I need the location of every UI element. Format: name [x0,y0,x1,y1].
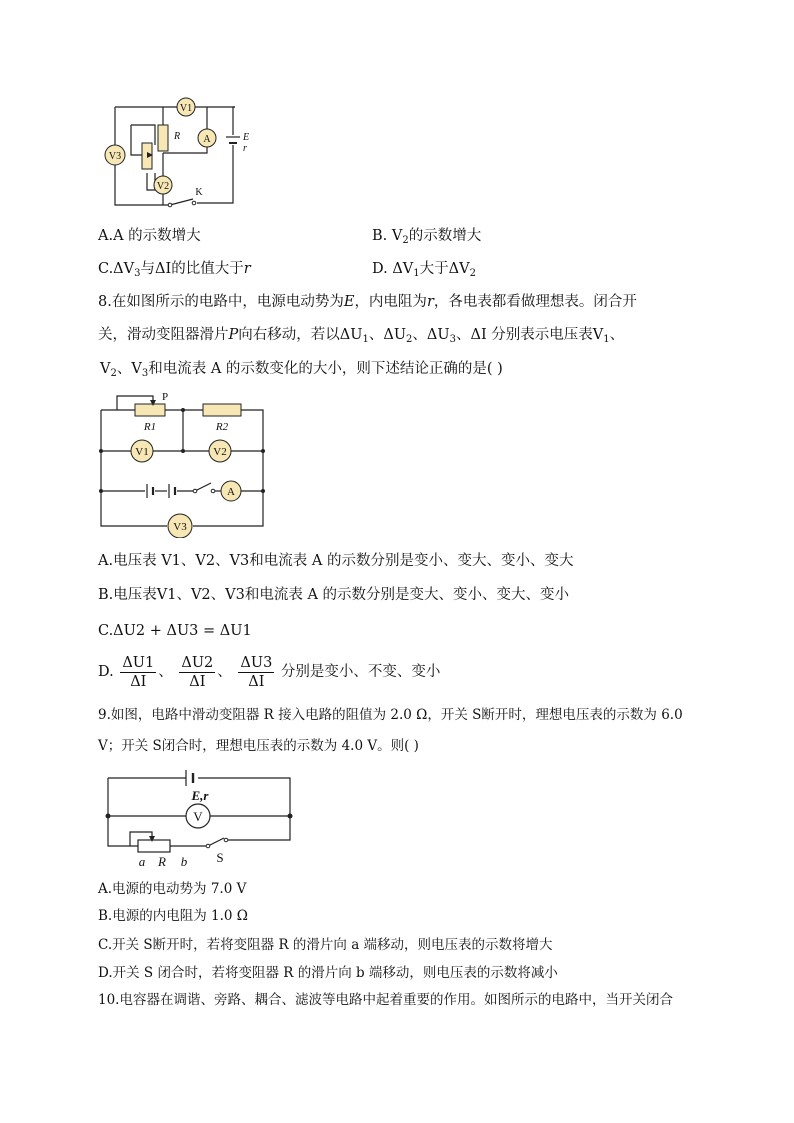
fraction-du2: $\frac{\Delta U2}{\Delta I}$ [181,654,214,690]
q9-stem-line1: 9.如图，电路中滑动变阻器 R 接入电路的阻值为 2.0 Ω，开关 S断开时，理想电压表的示数为 6.0 [98,707,683,723]
fraction-du3: $\frac{\Delta U3}{\Delta I}$ [240,654,273,690]
q7-option-b: B. $V_2$的示数增大 [372,228,482,246]
v3-label: V3 [173,521,187,533]
q8-option-d: D. $\frac{\Delta U1}{\Delta I}$ 、 $\frac{\Delta U2}{\Delta I}$ 、 $\frac{\Delta U3}{\Delta I}$ 分别是变小、不变、变小 [98,654,441,690]
s-label: S [216,850,224,865]
er-label: E,r [191,788,209,803]
p-label: P [161,391,169,403]
r1-label: R1 [143,421,157,433]
q8-stem-line1: 8.在如图所示的电路中，电源电动势为E，内电阻为r，各电表都看做理想表。闭合开 [98,294,637,310]
int-r-label: r [243,143,247,154]
b-end-label: b [180,854,188,869]
q9-option-a: A.电源的电动势为 7.0 V [98,881,247,897]
q9-stem-line2: V；开关 S闭合时，理想电压表的示数为 4.0 V。则( ) [98,738,419,754]
q9-option-c: C.开关 S断开时，若将变阻器 R 的滑片向 a 端移动，则电压表的示数将增大 [98,937,553,953]
q8-circuit-figure [95,388,270,538]
q10-stem-line1: 10.电容器在调谐、旁路、耦合、滤波等电路中起着重要的作用。如图所示的电路中，当开关闭合 [98,992,673,1008]
q9-option-d: D.开关 S 闭合时，若将变阻器 R 的滑片向 b 端移动，则电压表的示数将减小 [98,965,558,981]
fraction-du1: $\frac{\Delta U1}{\Delta I}$ [122,654,155,690]
q7-circuit-figure [95,95,265,210]
q9-circuit-figure [100,762,300,870]
v3-label: V3 [108,151,122,162]
a-end-label: a [138,854,146,869]
a-label: A [203,134,211,145]
v1-label: V1 [135,446,149,458]
q7-option-c: $C.\Delta V_3$与ΔI的比值大于r [98,261,251,279]
a-label: A [227,486,235,498]
q7-option-d: D. $\Delta V_1$大于$\Delta V_2$ [372,261,476,279]
q8-option-a: A.电压表 V1、V2、V3和电流表 A 的示数分别是变小、变大、变小、变大 [98,553,574,569]
emf-label: E [242,132,250,143]
q8-stem-line3: $V_2$、$V_3$和电流表 A 的示数变化的大小，则下述结论正确的是( ) [100,361,503,379]
v-label: V [193,809,203,824]
q9-option-b: B.电源的内电阻为 1.0 Ω [98,908,248,924]
r2-label: R2 [215,421,229,433]
q8-option-c: C.ΔU2 + ΔU3 = ΔU1 [98,623,252,639]
v2-label: V2 [213,446,227,458]
q8-option-b: B.电压表V1、V2、V3和电流表 A 的示数分别是变大、变小、变大、变小 [98,587,570,603]
r-label: R [158,854,166,869]
switch-label: K [195,187,203,198]
q7-option-a: A.A 的示数增大 [98,228,201,244]
r-label: R [173,131,181,142]
q8-stem-line2: 关，滑动变阻器滑片P向右移动，若以$\Delta U_1$、$\Delta U_2$、$\Delta U_3$、ΔI 分别表示电压表$V_1$、 [98,327,625,345]
v1-label: V1 [179,103,193,114]
v2-label: V2 [156,181,170,192]
